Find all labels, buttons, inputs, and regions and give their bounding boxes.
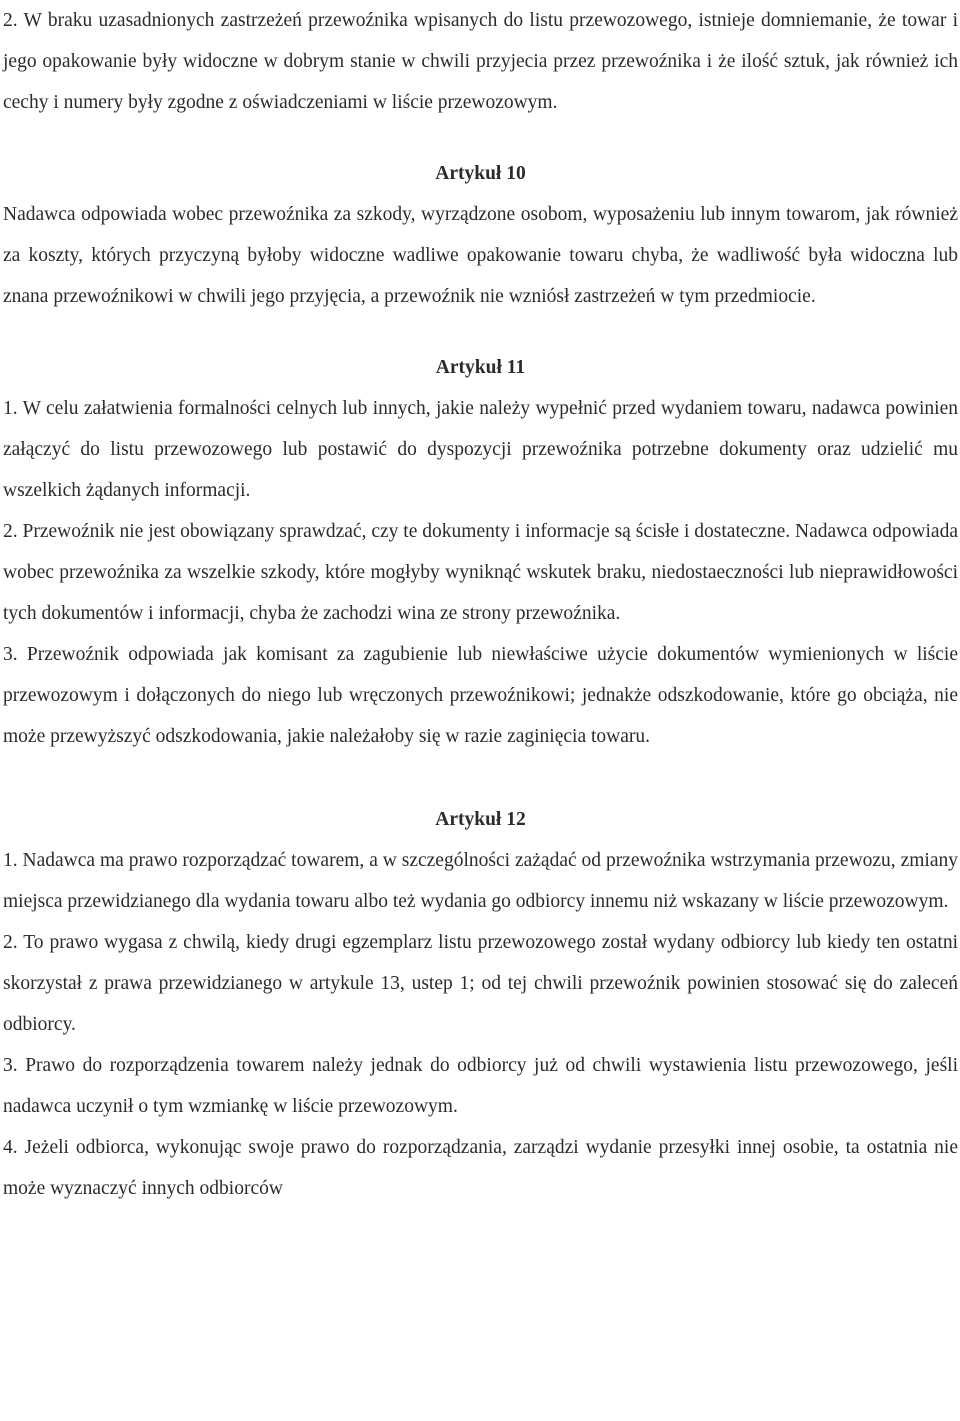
article-12-paragraph-1: 1. Nadawca ma prawo rozporządzać towarem, a w szczególności zażądać od przewoźnika wstrzymania przewozu, zmiany miejsca przewidzianego dla wydania towaru albo też wydania go odbiorcy innemu niż wskazany w liście przewozowym. xyxy=(3,850,958,912)
article-12-paragraph-2: 2. To prawo wygasa z chwilą, kiedy drugi egzemplarz listu przewozowego został wydany odbiorcy lub kiedy ten ostatni skorzystał z prawa przewidzianego w artykule 13, ustep 1; od tej chwili przewoźnik powinien stosować się do zaleceń odbiorcy. xyxy=(3,932,958,1035)
article-11-heading: Artykuł 11 xyxy=(435,357,526,378)
spacer xyxy=(3,123,958,153)
article-12-paragraph-3: 3. Prawo do rozporządzenia towarem należy jednak do odbiorcy już od chwili wystawienia listu przewozowego, jeśli nadawca uczynił o tym wzmiankę w liście przewozowym. xyxy=(3,1055,958,1117)
document-page xyxy=(3,0,958,1209)
article-10-heading: Artykuł 10 xyxy=(435,163,526,184)
spacer xyxy=(3,757,958,799)
article-10-paragraph-1: Nadawca odpowiada wobec przewoźnika za szkody, wyrządzone osobom, wyposażeniu lub innym towarom, jak również za koszty, których przyczyną byłoby widoczne wadliwe opakowanie towaru chyba, że wadliwość była widoczna lub znana przewoźnikowi w chwili jego przyjęcia, a przewoźnik nie wzniósł zastrzeżeń w tym przedmiocie. xyxy=(3,204,958,307)
article-11-paragraph-3: 3. Przewoźnik odpowiada jak komisant za zagubienie lub niewłaściwe użycie dokumentów wymienionych w liście przewozowym i dołączonych do niego lub wręczonych przewoźnikowi; jednakże odszkodowanie, które go obciąża, nie może przewyższyć odszkodowania, jakie należałoby się w razie zaginięcia towaru. xyxy=(3,644,958,747)
intro-paragraph: 2. W braku uzasadnionych zastrzeżeń przewoźnika wpisanych do listu przewozowego, istnieje domniemanie, że towar i jego opakowanie były widoczne w dobrym stanie w chwili przyjecia przez przewoźnika i że ilość sztuk, jak również ich cechy i numery były zgodne z oświadczeniami w liście przewozowym. xyxy=(3,10,958,113)
spacer xyxy=(3,317,958,347)
article-11-paragraph-2: 2. Przewoźnik nie jest obowiązany sprawdzać, czy te dokumenty i informacje są ścisłe i dostateczne. Nadawca odpowiada wobec przewoźnika za wszelkie szkody, które mogłyby wyniknąć wskutek braku, niedostaeczności lub nieprawidłowości tych dokumentów i informacji, chyba że zachodzi wina ze strony przewoźnika. xyxy=(3,521,958,624)
article-12-heading: Artykuł 12 xyxy=(435,809,526,830)
article-11-paragraph-1: 1. W celu załatwienia formalności celnych lub innych, jakie należy wypełnić przed wydaniem towaru, nadawca powinien załączyć do listu przewozowego lub postawić do dyspozycji przewoźnika potrzebne dokumenty oraz udzielić mu wszelkich żądanych informacji. xyxy=(3,398,958,501)
article-12-paragraph-4: 4. Jeżeli odbiorca, wykonując swoje prawo do rozporządzania, zarządzi wydanie przesyłki innej osobie, ta ostatnia nie może wyznaczyć innych odbiorców xyxy=(3,1137,958,1199)
